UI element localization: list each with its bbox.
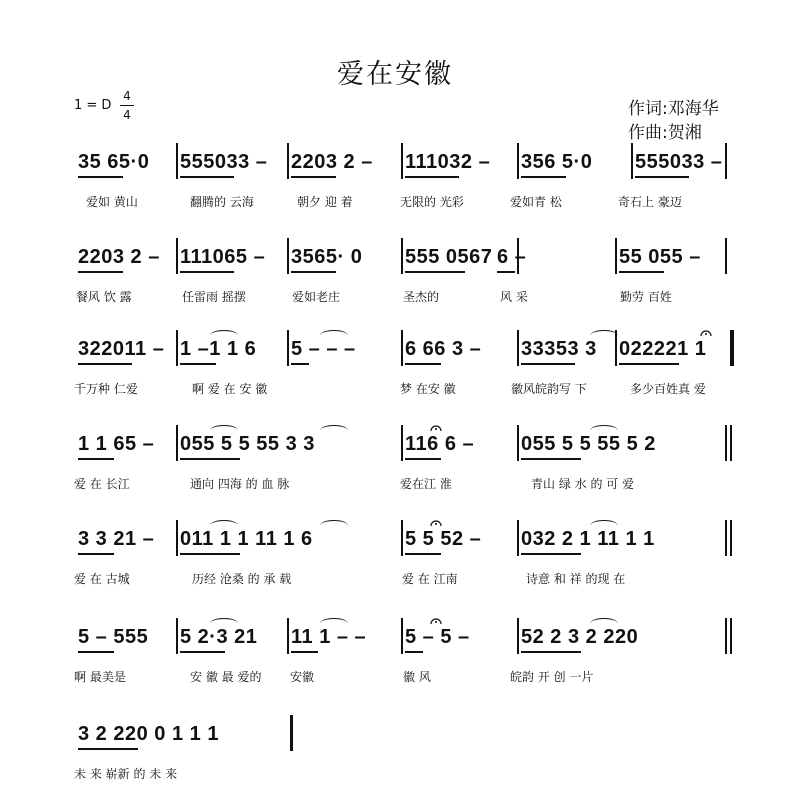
lyric-text: 奇石上 豪迈 bbox=[618, 195, 682, 209]
beam-underline bbox=[180, 176, 234, 178]
fermata-icon bbox=[700, 322, 712, 330]
measure-notes: 5 – 5 – bbox=[405, 626, 470, 648]
measure-notes: 356 5·0 bbox=[521, 151, 593, 173]
bar-line bbox=[730, 425, 732, 461]
time-signature-line bbox=[120, 105, 134, 106]
measure-notes: 6 – bbox=[497, 246, 527, 268]
bar-line bbox=[732, 330, 734, 366]
beam-underline bbox=[291, 651, 318, 653]
bar-line bbox=[401, 425, 403, 461]
bar-line bbox=[287, 238, 289, 274]
beam-underline bbox=[619, 363, 679, 365]
measure-notes: 5 – 555 bbox=[78, 626, 149, 648]
bar-line bbox=[287, 618, 289, 654]
measure-notes: 011 1 1 11 1 6 bbox=[180, 528, 313, 550]
measure-notes: 35 65·0 bbox=[78, 151, 150, 173]
measure-notes: 1 1 65 – bbox=[78, 433, 155, 455]
measure-notes: 322011 – bbox=[78, 338, 165, 360]
measure-notes: 3 3 21 – bbox=[78, 528, 155, 550]
measure-notes: 022221 1 bbox=[619, 338, 707, 360]
beam-underline bbox=[291, 271, 336, 273]
beam-underline bbox=[180, 651, 225, 653]
lyric-text: 历经 沧桑 的 承 载 bbox=[192, 572, 292, 586]
slur-mark bbox=[210, 618, 238, 629]
lyric-text: 安 徽 最 爱的 bbox=[190, 670, 262, 684]
beam-underline bbox=[78, 651, 114, 653]
measure-notes: 2203 2 – bbox=[291, 151, 373, 173]
bar-line bbox=[176, 330, 178, 366]
beam-underline bbox=[405, 651, 423, 653]
notation-line bbox=[70, 238, 730, 278]
bar-line bbox=[517, 618, 519, 654]
bar-line bbox=[401, 143, 403, 179]
notation-line bbox=[70, 618, 730, 658]
fermata-icon bbox=[430, 417, 442, 425]
measure-notes: 111032 – bbox=[405, 151, 491, 173]
lyric-text: 爱 在 江南 bbox=[402, 572, 458, 586]
slur-mark bbox=[590, 618, 618, 629]
bar-line bbox=[176, 618, 178, 654]
bar-line bbox=[517, 143, 519, 179]
notation-line bbox=[70, 425, 730, 465]
bar-line bbox=[725, 425, 727, 461]
bar-line bbox=[176, 238, 178, 274]
bar-line bbox=[401, 330, 403, 366]
bar-line bbox=[401, 618, 403, 654]
bar-line bbox=[725, 618, 727, 654]
slur-mark bbox=[210, 330, 238, 341]
beam-underline bbox=[78, 458, 114, 460]
slur-mark bbox=[210, 520, 238, 531]
bar-line bbox=[176, 520, 178, 556]
beam-underline bbox=[180, 363, 216, 365]
beam-underline bbox=[78, 271, 123, 273]
lyric-text: 多少百姓真 爱 bbox=[630, 382, 706, 396]
lyric-text: 无限的 光彩 bbox=[400, 195, 464, 209]
fermata-icon bbox=[430, 512, 442, 520]
measure-notes: 5 5 52 – bbox=[405, 528, 482, 550]
slur-mark bbox=[590, 425, 618, 436]
beam-underline bbox=[405, 271, 465, 273]
bar-line bbox=[517, 520, 519, 556]
bar-line bbox=[287, 330, 289, 366]
bar-line bbox=[730, 520, 732, 556]
measure-notes: 555033 – bbox=[180, 151, 268, 173]
measure-notes: 111065 – bbox=[180, 246, 266, 268]
beam-underline bbox=[521, 176, 566, 178]
time-signature-denominator: 4 bbox=[123, 108, 131, 122]
bar-line bbox=[631, 143, 633, 179]
measure-notes: 3 2 220 0 1 1 1 bbox=[78, 723, 219, 745]
bar-line bbox=[725, 238, 727, 274]
bar-line bbox=[176, 425, 178, 461]
beam-underline bbox=[497, 271, 515, 273]
lyric-text: 徽风皖韵写 下 bbox=[511, 382, 587, 396]
notation-line bbox=[70, 520, 730, 560]
bar-line bbox=[290, 715, 293, 751]
bar-line bbox=[287, 143, 289, 179]
lyric-text: 皖韵 开 创 一片 bbox=[510, 670, 594, 684]
time-signature-numerator: 4 bbox=[123, 89, 131, 103]
measure-notes: 555033 – bbox=[635, 151, 723, 173]
beam-underline bbox=[521, 553, 581, 555]
measure-notes: 5 2·3 21 bbox=[180, 626, 258, 648]
slur-mark bbox=[320, 520, 348, 531]
lyric-text: 圣杰的 bbox=[403, 290, 440, 304]
beam-underline bbox=[405, 176, 459, 178]
measure-notes: 11 1 – – bbox=[291, 626, 367, 648]
slur-mark bbox=[320, 618, 348, 629]
bar-line bbox=[730, 618, 732, 654]
slur-mark bbox=[590, 520, 618, 531]
beam-underline bbox=[291, 176, 336, 178]
lyric-text: 爱 在 长江 bbox=[74, 477, 130, 491]
bar-line bbox=[615, 238, 617, 274]
lyric-text: 安徽 bbox=[290, 670, 315, 684]
notation-line bbox=[70, 715, 730, 755]
bar-line bbox=[725, 143, 727, 179]
lyricist-credit: 作词:邓海华 bbox=[628, 99, 719, 119]
bar-line bbox=[176, 143, 178, 179]
beam-underline bbox=[521, 651, 581, 653]
lyric-text: 梦 在安 徽 bbox=[400, 382, 456, 396]
measure-notes: 055 5 5 55 3 3 bbox=[180, 433, 315, 455]
bar-line bbox=[401, 520, 403, 556]
measure-notes: 1 –1 1 6 bbox=[180, 338, 257, 360]
beam-underline bbox=[180, 553, 240, 555]
lyric-text: 餐风 饮 露 bbox=[76, 290, 132, 304]
beam-underline bbox=[180, 271, 234, 273]
lyric-text: 啊 最美是 bbox=[74, 670, 126, 684]
measure-notes: 55 055 – bbox=[619, 246, 701, 268]
slur-mark bbox=[320, 425, 348, 436]
lyric-text: 风 采 bbox=[500, 290, 528, 304]
notation-line bbox=[70, 330, 730, 370]
lyric-text: 爱在江 淮 bbox=[400, 477, 452, 491]
beam-underline bbox=[521, 458, 581, 460]
beam-underline bbox=[78, 748, 138, 750]
slur-mark bbox=[320, 330, 348, 341]
lyric-text: 啊 爱 在 安 徽 bbox=[192, 382, 268, 396]
beam-underline bbox=[405, 553, 441, 555]
bar-line bbox=[401, 238, 403, 274]
lyric-text: 任雷雨 摇摆 bbox=[182, 290, 246, 304]
key-signature: 1 = D bbox=[74, 98, 112, 113]
bar-line bbox=[517, 330, 519, 366]
lyric-text: 翻腾的 云海 bbox=[190, 195, 254, 209]
beam-underline bbox=[78, 176, 123, 178]
bar-line bbox=[517, 425, 519, 461]
lyric-text: 未 来 崭新 的 未 来 bbox=[74, 767, 178, 781]
measure-notes: 2203 2 – bbox=[78, 246, 160, 268]
beam-underline bbox=[521, 363, 575, 365]
lyric-text: 爱如老庄 bbox=[292, 290, 341, 304]
measure-notes: 055 5 5 55 5 2 bbox=[521, 433, 656, 455]
beam-underline bbox=[291, 363, 309, 365]
lyric-text: 勤劳 百姓 bbox=[620, 290, 672, 304]
fermata-icon bbox=[430, 610, 442, 618]
time-signature bbox=[120, 88, 134, 123]
lyric-text: 爱如 黄山 bbox=[86, 195, 138, 209]
measure-notes: 3565· 0 bbox=[291, 246, 363, 268]
notation-line bbox=[70, 143, 730, 183]
measure-notes: 6 66 3 – bbox=[405, 338, 482, 360]
beam-underline bbox=[180, 458, 240, 460]
beam-underline bbox=[405, 458, 441, 460]
measure-notes: 116 6 – bbox=[405, 433, 475, 455]
measure-notes: 555 0567 bbox=[405, 246, 493, 268]
lyric-text: 通向 四海 的 血 脉 bbox=[190, 477, 290, 491]
beam-underline bbox=[78, 363, 132, 365]
composer-credit: 作曲:贺湘 bbox=[628, 123, 702, 143]
lyric-text: 爱 在 古城 bbox=[74, 572, 130, 586]
beam-underline bbox=[619, 271, 664, 273]
lyric-text: 青山 绿 水 的 可 爱 bbox=[531, 477, 635, 491]
beam-underline bbox=[405, 363, 441, 365]
measure-notes: 52 2 3 2 220 bbox=[521, 626, 639, 648]
lyric-text: 朝夕 迎 着 bbox=[297, 195, 353, 209]
beam-underline bbox=[635, 176, 689, 178]
song-title: 爱在安徽 bbox=[337, 59, 453, 90]
beam-underline bbox=[78, 553, 114, 555]
bar-line bbox=[725, 520, 727, 556]
slur-mark bbox=[590, 330, 618, 341]
lyric-text: 爱如青 松 bbox=[510, 195, 562, 209]
lyric-text: 徽 风 bbox=[403, 670, 431, 684]
lyric-text: 千万种 仁爱 bbox=[74, 382, 138, 396]
lyric-text: 诗意 和 祥 的现 在 bbox=[526, 572, 626, 586]
slur-mark bbox=[210, 425, 238, 436]
measure-notes: 032 2 1 11 1 1 bbox=[521, 528, 655, 550]
measure-notes: 5 – – – bbox=[291, 338, 356, 360]
measure-notes: 33353 3 bbox=[521, 338, 597, 360]
